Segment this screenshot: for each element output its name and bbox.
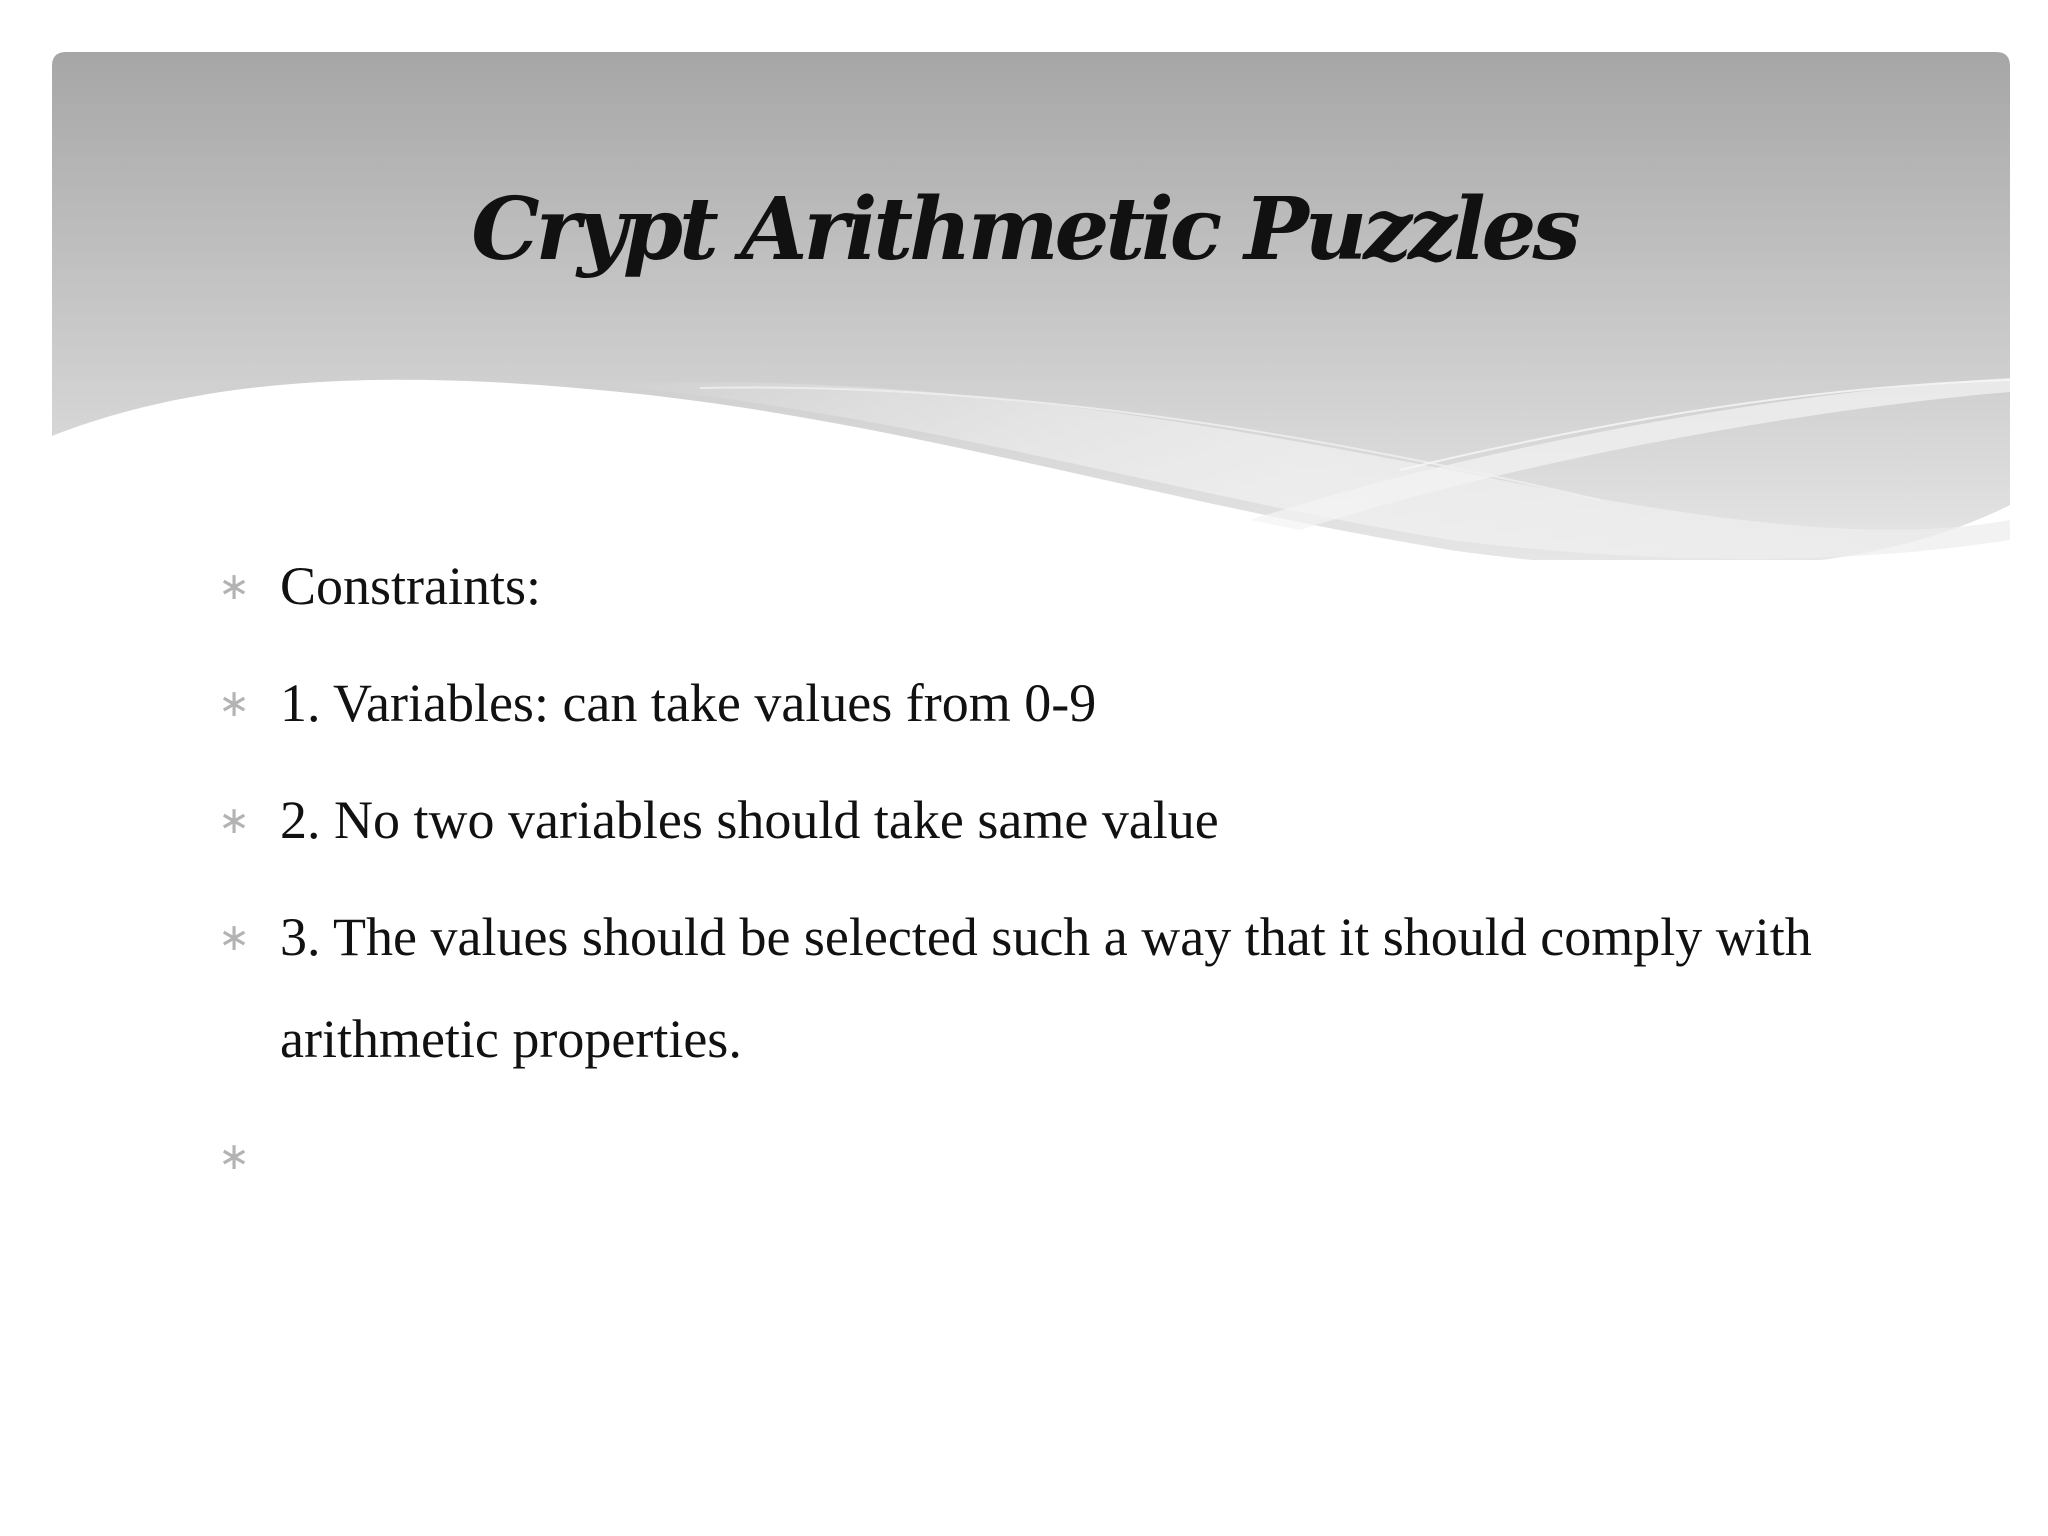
asterisk-icon: ∗ bbox=[218, 681, 250, 725]
bullet-text: 3. The values should be selected such a way that it should comply with arithmetic properties. bbox=[280, 907, 1812, 1069]
header-wave-background bbox=[0, 0, 2048, 600]
bullet-item-arithmetic bbox=[210, 886, 1850, 1090]
asterisk-icon: ∗ bbox=[218, 798, 250, 842]
bullet-text: 1. Variables: can take values from 0-9 bbox=[280, 673, 1097, 733]
bullet-item-empty bbox=[210, 1105, 1850, 1207]
asterisk-icon: ∗ bbox=[218, 915, 250, 959]
asterisk-icon: ∗ bbox=[218, 1134, 250, 1178]
asterisk-icon: ∗ bbox=[218, 564, 250, 608]
slide-title: Crypt Arithmetic Puzzles bbox=[471, 179, 1577, 280]
bullet-list bbox=[210, 535, 1850, 1222]
bullet-item-unique-values bbox=[210, 769, 1850, 871]
bullet-item-constraints bbox=[210, 535, 1850, 637]
bullet-text: Constraints: bbox=[280, 556, 542, 616]
bullet-item-variables bbox=[210, 652, 1850, 754]
bullet-text: 2. No two variables should take same value bbox=[280, 790, 1219, 850]
